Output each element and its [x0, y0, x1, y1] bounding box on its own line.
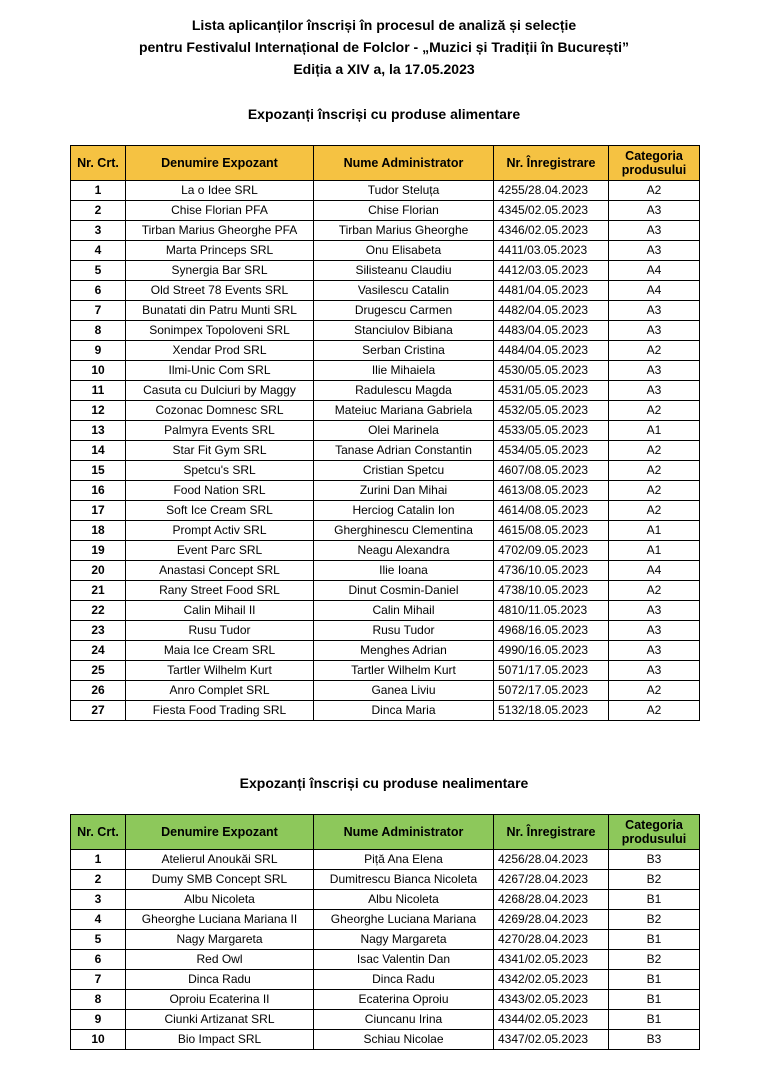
registration-number: 4482/04.05.2023: [494, 301, 609, 321]
product-category: B1: [609, 890, 700, 910]
exhibitor-name: Casuta cu Dulciuri by Maggy: [126, 381, 314, 401]
table-row: [71, 581, 700, 601]
row-number: 24: [71, 641, 126, 661]
table-row: [71, 1030, 700, 1050]
administrator-name: Dumitrescu Bianca Nicoleta: [314, 870, 494, 890]
table-row: [71, 261, 700, 281]
row-number: 27: [71, 701, 126, 721]
product-category: A3: [609, 201, 700, 221]
table-row: [71, 301, 700, 321]
row-number: 11: [71, 381, 126, 401]
product-category: A3: [609, 241, 700, 261]
header-nr: Nr. Crt.: [71, 146, 126, 181]
administrator-name: Tartler Wilhelm Kurt: [314, 661, 494, 681]
administrator-name: Onu Elisabeta: [314, 241, 494, 261]
product-category: A2: [609, 501, 700, 521]
row-number: 22: [71, 601, 126, 621]
administrator-name: Nagy Margareta: [314, 930, 494, 950]
header-admin: Nume Administrator: [314, 146, 494, 181]
registration-number: 4255/28.04.2023: [494, 181, 609, 201]
row-number: 5: [71, 261, 126, 281]
header-category: Categoria produsului: [609, 146, 700, 181]
registration-number: 4530/05.05.2023: [494, 361, 609, 381]
document-title-line-3: Ediția a XIV a, la 17.05.2023: [293, 61, 475, 77]
table-row: [71, 381, 700, 401]
table-header-row: [71, 146, 700, 181]
exhibitor-name: Marta Princeps SRL: [126, 241, 314, 261]
nonfood-exhibitors-table: [70, 814, 700, 1050]
table-row: [71, 321, 700, 341]
table-row: [71, 401, 700, 421]
row-number: 4: [71, 910, 126, 930]
row-number: 1: [71, 181, 126, 201]
administrator-name: Calin Mihail: [314, 601, 494, 621]
exhibitor-name: Synergia Bar SRL: [126, 261, 314, 281]
administrator-name: Dinut Cosmin-Daniel: [314, 581, 494, 601]
product-category: A3: [609, 321, 700, 341]
exhibitor-name: Spetcu's SRL: [126, 461, 314, 481]
row-number: 21: [71, 581, 126, 601]
row-number: 9: [71, 341, 126, 361]
product-category: A2: [609, 441, 700, 461]
registration-number: 4269/28.04.2023: [494, 910, 609, 930]
food-section-title: Expozanți înscriși cu produse alimentare: [247, 106, 521, 122]
table-row: [71, 910, 700, 930]
exhibitor-name: Palmyra Events SRL: [126, 421, 314, 441]
exhibitor-name: Fiesta Food Trading SRL: [126, 701, 314, 721]
product-category: A3: [609, 381, 700, 401]
product-category: B1: [609, 930, 700, 950]
product-category: B3: [609, 850, 700, 870]
table-row: [71, 950, 700, 970]
header-nr: Nr. Crt.: [71, 815, 126, 850]
registration-number: 4531/05.05.2023: [494, 381, 609, 401]
product-category: B3: [609, 1030, 700, 1050]
registration-number: 4268/28.04.2023: [494, 890, 609, 910]
table-row: [71, 481, 700, 501]
exhibitor-name: Xendar Prod SRL: [126, 341, 314, 361]
registration-number: 4990/16.05.2023: [494, 641, 609, 661]
administrator-name: Tirban Marius Gheorghe: [314, 221, 494, 241]
header-registration: Nr. Înregistrare: [494, 146, 609, 181]
exhibitor-name: La o Idee SRL: [126, 181, 314, 201]
exhibitor-name: Prompt Activ SRL: [126, 521, 314, 541]
registration-number: 4738/10.05.2023: [494, 581, 609, 601]
product-category: A3: [609, 621, 700, 641]
product-category: A2: [609, 581, 700, 601]
exhibitor-name: Event Parc SRL: [126, 541, 314, 561]
row-number: 1: [71, 850, 126, 870]
exhibitor-name: Anastasi Concept SRL: [126, 561, 314, 581]
exhibitor-name: Bio Impact SRL: [126, 1030, 314, 1050]
product-category: A2: [609, 181, 700, 201]
registration-number: 4341/02.05.2023: [494, 950, 609, 970]
administrator-name: Menghes Adrian: [314, 641, 494, 661]
registration-number: 4412/03.05.2023: [494, 261, 609, 281]
exhibitor-name: Rusu Tudor: [126, 621, 314, 641]
exhibitor-name: Chise Florian PFA: [126, 201, 314, 221]
table-row: [71, 421, 700, 441]
table-row: [71, 241, 700, 261]
exhibitor-name: Ilmi-Unic Com SRL: [126, 361, 314, 381]
exhibitor-name: Bunatati din Patru Munti SRL: [126, 301, 314, 321]
exhibitor-name: Oproiu Ecaterina II: [126, 990, 314, 1010]
exhibitor-name: Tirban Marius Gheorghe PFA: [126, 221, 314, 241]
exhibitor-name: Albu Nicoleta: [126, 890, 314, 910]
administrator-name: Dinca Maria: [314, 701, 494, 721]
administrator-name: Albu Nicoleta: [314, 890, 494, 910]
exhibitor-name: Food Nation SRL: [126, 481, 314, 501]
exhibitor-name: Tartler Wilhelm Kurt: [126, 661, 314, 681]
row-number: 26: [71, 681, 126, 701]
registration-number: 4533/05.05.2023: [494, 421, 609, 441]
product-category: B1: [609, 1010, 700, 1030]
table-row: [71, 970, 700, 990]
registration-number: 4615/08.05.2023: [494, 521, 609, 541]
table-row: [71, 990, 700, 1010]
registration-number: 4736/10.05.2023: [494, 561, 609, 581]
registration-number: 4411/03.05.2023: [494, 241, 609, 261]
row-number: 8: [71, 990, 126, 1010]
table-row: [71, 701, 700, 721]
administrator-name: Ilie Mihaiela: [314, 361, 494, 381]
nonfood-table-body: [71, 850, 700, 1050]
administrator-name: Serban Cristina: [314, 341, 494, 361]
registration-number: 4534/05.05.2023: [494, 441, 609, 461]
administrator-name: Tudor Steluța: [314, 181, 494, 201]
header-admin: Nume Administrator: [314, 815, 494, 850]
administrator-name: Mateiuc Mariana Gabriela: [314, 401, 494, 421]
exhibitor-name: Old Street 78 Events SRL: [126, 281, 314, 301]
table-row: [71, 361, 700, 381]
registration-number: 4614/08.05.2023: [494, 501, 609, 521]
administrator-name: Radulescu Magda: [314, 381, 494, 401]
document-title-line-1: Lista aplicanților înscriși în procesul de analiză și selecție: [191, 17, 577, 33]
administrator-name: Herciog Catalin Ion: [314, 501, 494, 521]
table-row: [71, 1010, 700, 1030]
row-number: 6: [71, 281, 126, 301]
row-number: 17: [71, 501, 126, 521]
product-category: A1: [609, 541, 700, 561]
exhibitor-name: Anro Complet SRL: [126, 681, 314, 701]
table-row: [71, 341, 700, 361]
administrator-name: Cristian Spetcu: [314, 461, 494, 481]
table-row: [71, 181, 700, 201]
row-number: 3: [71, 221, 126, 241]
product-category: A2: [609, 461, 700, 481]
product-category: A2: [609, 701, 700, 721]
row-number: 10: [71, 361, 126, 381]
administrator-name: Silisteanu Claudiu: [314, 261, 494, 281]
exhibitor-name: Dumy SMB Concept SRL: [126, 870, 314, 890]
table-row: [71, 641, 700, 661]
administrator-name: Piță Ana Elena: [314, 850, 494, 870]
product-category: A3: [609, 221, 700, 241]
registration-number: 4481/04.05.2023: [494, 281, 609, 301]
exhibitor-name: Ciunki Artizanat SRL: [126, 1010, 314, 1030]
table-row: [71, 221, 700, 241]
registration-number: 4532/05.05.2023: [494, 401, 609, 421]
product-category: B2: [609, 910, 700, 930]
registration-number: 4702/09.05.2023: [494, 541, 609, 561]
product-category: B2: [609, 870, 700, 890]
exhibitor-name: Red Owl: [126, 950, 314, 970]
registration-number: 4344/02.05.2023: [494, 1010, 609, 1030]
product-category: A3: [609, 301, 700, 321]
row-number: 13: [71, 421, 126, 441]
row-number: 10: [71, 1030, 126, 1050]
registration-number: 4346/02.05.2023: [494, 221, 609, 241]
row-number: 9: [71, 1010, 126, 1030]
exhibitor-name: Dinca Radu: [126, 970, 314, 990]
table-row: [71, 541, 700, 561]
product-category: A3: [609, 641, 700, 661]
registration-number: 4483/04.05.2023: [494, 321, 609, 341]
registration-number: 4270/28.04.2023: [494, 930, 609, 950]
registration-number: 4256/28.04.2023: [494, 850, 609, 870]
row-number: 5: [71, 930, 126, 950]
exhibitor-name: Calin Mihail II: [126, 601, 314, 621]
row-number: 7: [71, 301, 126, 321]
exhibitor-name: Nagy Margareta: [126, 930, 314, 950]
administrator-name: Stanciulov Bibiana: [314, 321, 494, 341]
administrator-name: Ecaterina Oproiu: [314, 990, 494, 1010]
row-number: 23: [71, 621, 126, 641]
row-number: 14: [71, 441, 126, 461]
product-category: B2: [609, 950, 700, 970]
product-category: A1: [609, 521, 700, 541]
registration-number: 5072/17.05.2023: [494, 681, 609, 701]
product-category: A4: [609, 561, 700, 581]
table-row: [71, 501, 700, 521]
administrator-name: Chise Florian: [314, 201, 494, 221]
administrator-name: Tanase Adrian Constantin: [314, 441, 494, 461]
product-category: A2: [609, 481, 700, 501]
product-category: B1: [609, 970, 700, 990]
table-header-row: [71, 815, 700, 850]
registration-number: 4968/16.05.2023: [494, 621, 609, 641]
administrator-name: Isac Valentin Dan: [314, 950, 494, 970]
registration-number: 4347/02.05.2023: [494, 1030, 609, 1050]
header-denumire: Denumire Expozant: [126, 146, 314, 181]
exhibitor-name: Gheorghe Luciana Mariana II: [126, 910, 314, 930]
table-row: [71, 661, 700, 681]
registration-number: 4810/11.05.2023: [494, 601, 609, 621]
administrator-name: Vasilescu Catalin: [314, 281, 494, 301]
table-row: [71, 601, 700, 621]
table-row: [71, 441, 700, 461]
nonfood-section-title: Expozanți înscriși cu produse nealimentare: [239, 775, 529, 791]
registration-number: 4342/02.05.2023: [494, 970, 609, 990]
product-category: A4: [609, 261, 700, 281]
registration-number: 4613/08.05.2023: [494, 481, 609, 501]
product-category: A3: [609, 361, 700, 381]
table-row: [71, 281, 700, 301]
table-row: [71, 521, 700, 541]
row-number: 3: [71, 890, 126, 910]
administrator-name: Schiau Nicolae: [314, 1030, 494, 1050]
row-number: 15: [71, 461, 126, 481]
header-denumire: Denumire Expozant: [126, 815, 314, 850]
product-category: A2: [609, 681, 700, 701]
table-row: [71, 930, 700, 950]
row-number: 6: [71, 950, 126, 970]
administrator-name: Zurini Dan Mihai: [314, 481, 494, 501]
administrator-name: Dinca Radu: [314, 970, 494, 990]
header-registration: Nr. Înregistrare: [494, 815, 609, 850]
exhibitor-name: Sonimpex Topoloveni SRL: [126, 321, 314, 341]
administrator-name: Gheorghe Luciana Mariana: [314, 910, 494, 930]
document-title-line-2: pentru Festivalul Internațional de Folclor - „Muzici și Tradiții în București”: [138, 39, 630, 55]
product-category: A2: [609, 401, 700, 421]
food-exhibitors-table: [70, 145, 700, 721]
table-row: [71, 850, 700, 870]
product-category: A3: [609, 601, 700, 621]
row-number: 2: [71, 201, 126, 221]
header-category: Categoria produsului: [609, 815, 700, 850]
product-category: A1: [609, 421, 700, 441]
row-number: 8: [71, 321, 126, 341]
registration-number: 4484/04.05.2023: [494, 341, 609, 361]
row-number: 18: [71, 521, 126, 541]
table-row: [71, 621, 700, 641]
table-row: [71, 461, 700, 481]
registration-number: 5071/17.05.2023: [494, 661, 609, 681]
administrator-name: Gherghinescu Clementina: [314, 521, 494, 541]
table-row: [71, 870, 700, 890]
table-row: [71, 890, 700, 910]
registration-number: 4345/02.05.2023: [494, 201, 609, 221]
row-number: 7: [71, 970, 126, 990]
registration-number: 4267/28.04.2023: [494, 870, 609, 890]
product-category: A3: [609, 661, 700, 681]
table-row: [71, 201, 700, 221]
row-number: 19: [71, 541, 126, 561]
exhibitor-name: Star Fit Gym SRL: [126, 441, 314, 461]
product-category: A4: [609, 281, 700, 301]
exhibitor-name: Rany Street Food SRL: [126, 581, 314, 601]
row-number: 20: [71, 561, 126, 581]
food-table-body: [71, 181, 700, 721]
administrator-name: Olei Marinela: [314, 421, 494, 441]
row-number: 4: [71, 241, 126, 261]
product-category: A2: [609, 341, 700, 361]
administrator-name: Drugescu Carmen: [314, 301, 494, 321]
registration-number: 5132/18.05.2023: [494, 701, 609, 721]
table-row: [71, 681, 700, 701]
administrator-name: Rusu Tudor: [314, 621, 494, 641]
exhibitor-name: Maia Ice Cream SRL: [126, 641, 314, 661]
exhibitor-name: Atelierul Anoukăi SRL: [126, 850, 314, 870]
product-category: B1: [609, 990, 700, 1010]
row-number: 16: [71, 481, 126, 501]
table-row: [71, 561, 700, 581]
administrator-name: Neagu Alexandra: [314, 541, 494, 561]
registration-number: 4343/02.05.2023: [494, 990, 609, 1010]
row-number: 12: [71, 401, 126, 421]
administrator-name: Ciuncanu Irina: [314, 1010, 494, 1030]
registration-number: 4607/08.05.2023: [494, 461, 609, 481]
row-number: 25: [71, 661, 126, 681]
exhibitor-name: Cozonac Domnesc SRL: [126, 401, 314, 421]
row-number: 2: [71, 870, 126, 890]
administrator-name: Ganea Liviu: [314, 681, 494, 701]
exhibitor-name: Soft Ice Cream SRL: [126, 501, 314, 521]
administrator-name: Ilie Ioana: [314, 561, 494, 581]
